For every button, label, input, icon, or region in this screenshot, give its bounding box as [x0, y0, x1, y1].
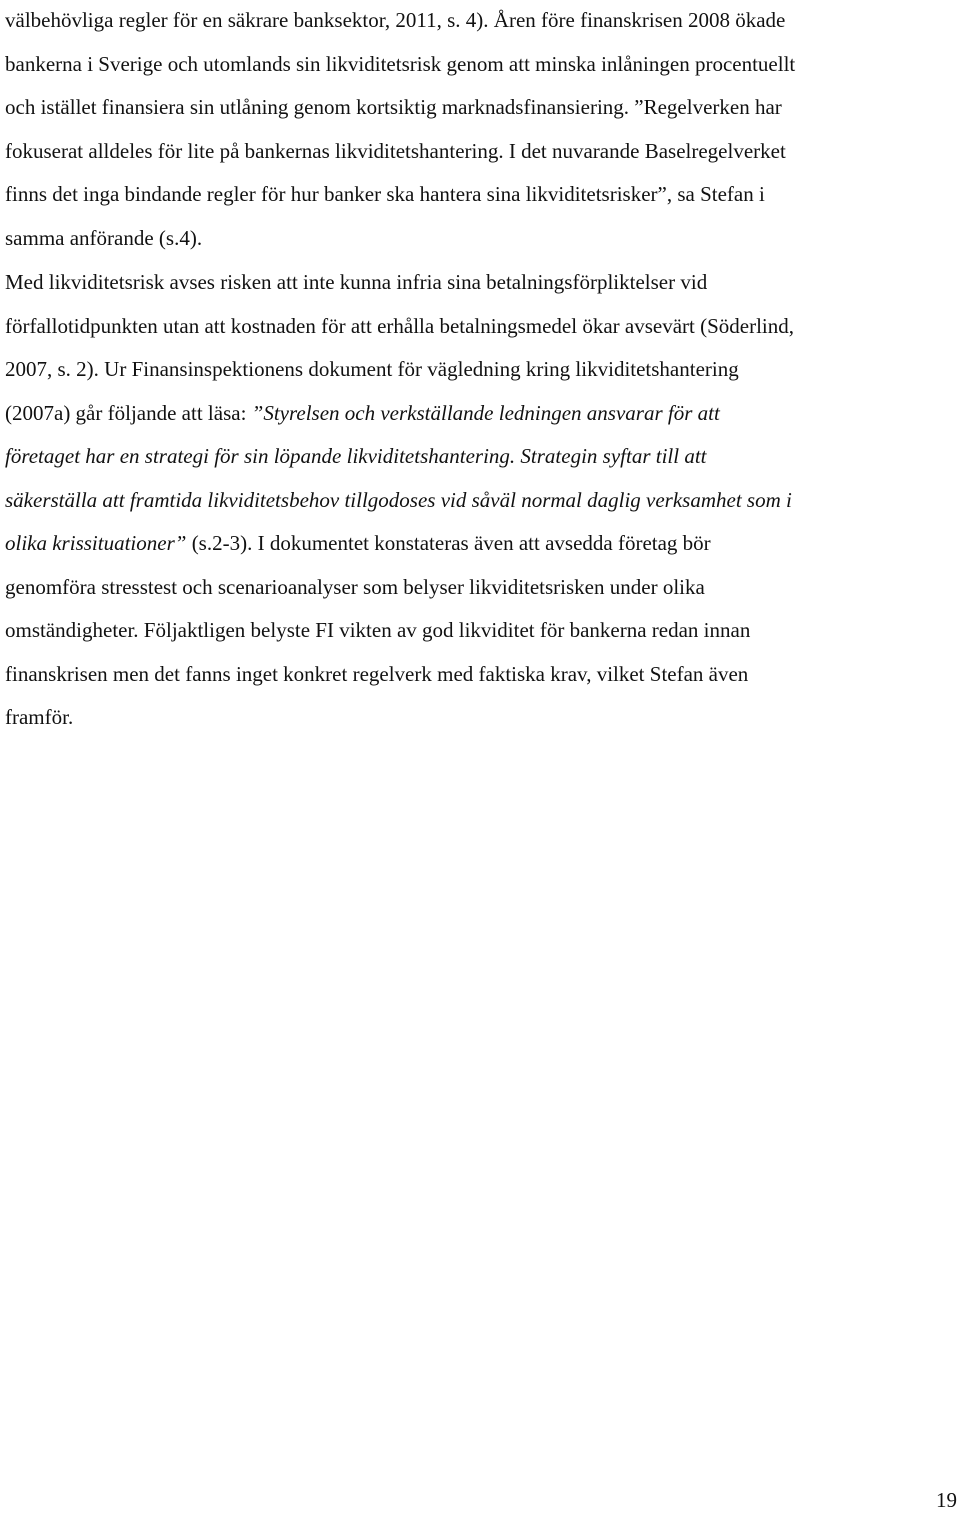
body-text: framför.	[5, 705, 74, 729]
body-text: samma anförande (s.4).	[5, 225, 203, 250]
text-line	[5, 392, 955, 436]
text-line	[5, 130, 955, 174]
text-line	[5, 43, 955, 87]
body-text: fokuserat alldeles för lite på bankernas likviditetshantering. I det nuvarande Baselregelverket	[5, 138, 786, 163]
text-line	[5, 609, 955, 653]
body-text: 2007, s. 2). Ur Finansinspektionens dokument för vägledning kring likviditetshantering	[5, 357, 739, 381]
body-text: och istället finansiera sin utlåning genom kortsiktig marknadsfinansiering. ”Regelverken har	[5, 95, 782, 119]
text-line	[5, 86, 955, 130]
text-line	[5, 696, 955, 740]
body-text: Med likviditetsrisk avses risken att inte kunna infria sina betalningsförpliktelser vid	[5, 270, 708, 294]
quoted-italic-text: säkerställa att framtida likviditetsbehov tillgodoses vid såväl normal daglig verksamhet som i	[5, 487, 792, 512]
text-line	[5, 566, 955, 610]
text-line	[5, 435, 955, 479]
text-line	[5, 0, 955, 43]
body-text: förfallotidpunkten utan att kostnaden för att erhålla betalningsmedel ökar avsevärt (Söderlind,	[5, 313, 794, 338]
quoted-italic-text: företaget har en strategi för sin löpande likviditetshantering. Strategin syftar till att	[5, 444, 707, 468]
body-text: omständigheter. Följaktligen belyste FI vikten av god likviditet för bankerna redan innan	[5, 618, 751, 642]
quoted-italic-text: ”Styrelsen och verkställande ledningen ansvarar för att	[251, 400, 720, 425]
body-text: genomföra stresstest och scenarioanalyser som belyser likviditetsrisken under olika	[5, 574, 705, 599]
text-line	[5, 305, 955, 349]
text-line	[5, 522, 955, 566]
paragraph	[5, 0, 955, 260]
body-text: (s.2-3). I dokumentet konstateras även att avsedda företag bör	[186, 531, 711, 555]
document-body	[5, 0, 955, 740]
text-line	[5, 479, 955, 523]
body-text: finns det inga bindande regler för hur banker ska hantera sina likviditetsrisker”, sa Stefan i	[5, 182, 765, 206]
paragraph	[5, 261, 955, 740]
text-line	[5, 653, 955, 697]
body-text: bankerna i Sverige och utomlands sin likviditetsrisk genom att minska inlåningen procentuellt	[5, 51, 796, 76]
page-number: 19	[936, 1488, 957, 1512]
body-text: (2007a) går följande att läsa:	[5, 400, 252, 425]
text-line	[5, 173, 955, 217]
body-text: finanskrisen men det fanns inget konkret regelverk med faktiska krav, vilket Stefan även	[5, 661, 749, 686]
text-line	[5, 261, 955, 305]
quoted-italic-text: olika krissituationer”	[5, 531, 187, 555]
body-text: välbehövliga regler för en säkrare banksektor, 2011, s. 4). Åren före finanskrisen 2008 ökade	[5, 8, 786, 32]
text-line	[5, 348, 955, 392]
text-line	[5, 217, 955, 261]
